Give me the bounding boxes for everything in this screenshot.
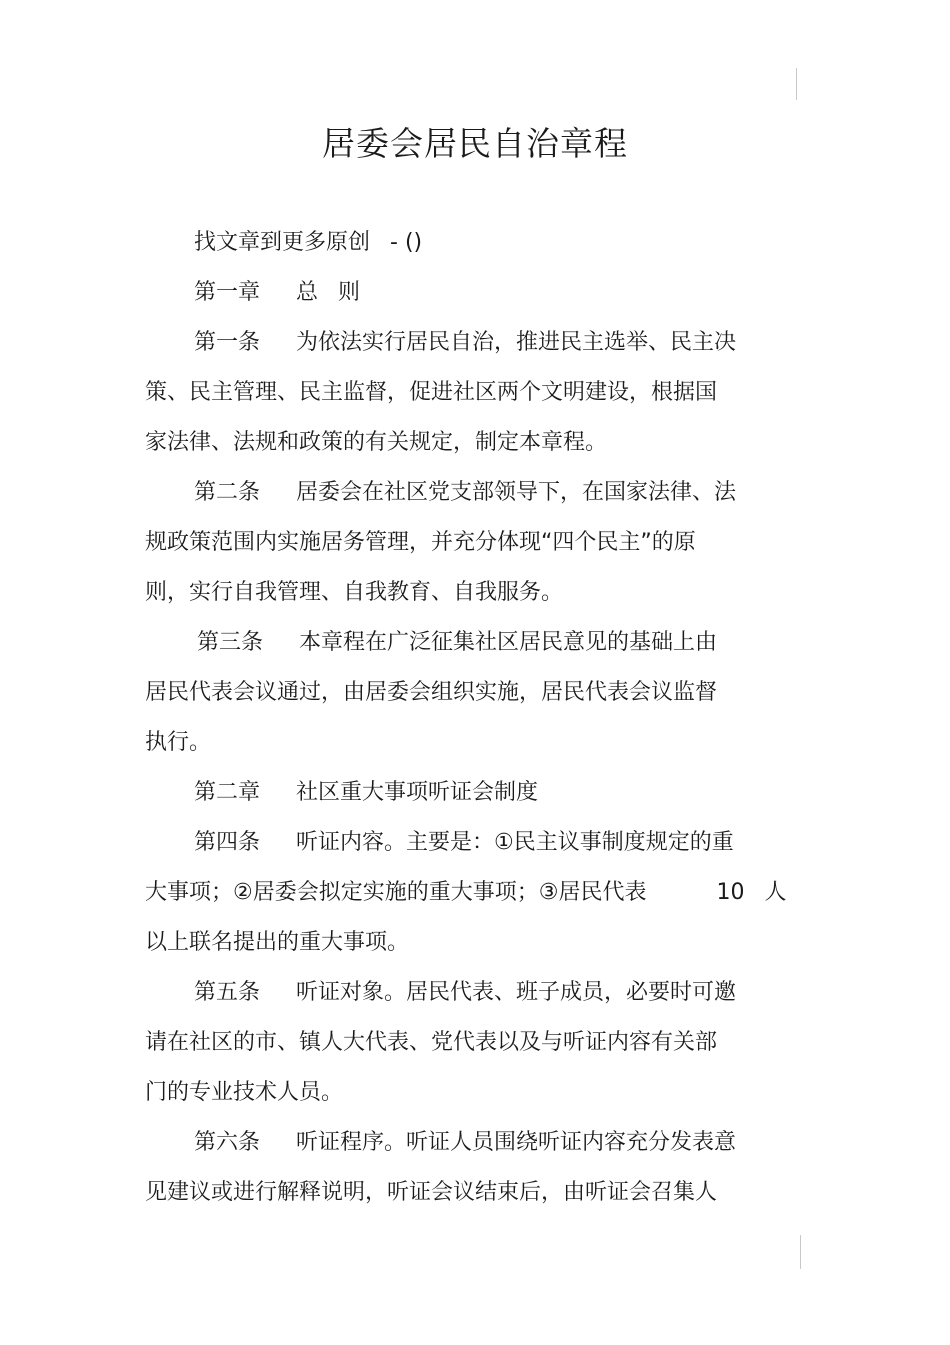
article3-text1: 本章程在广泛征集社区居民意见的基础上由 <box>299 630 718 655</box>
source-line <box>194 228 422 258</box>
article1-label: 第一条 <box>194 330 261 355</box>
article3-line1 <box>197 628 717 658</box>
article5-line3: 门的专业技术人员。 <box>145 1080 344 1105</box>
chapter2-heading <box>194 778 538 808</box>
article5-line2: 请在社区的市、镇人大代表、党代表以及与听证内容有关部 <box>145 1030 718 1055</box>
source-suffix: - () <box>390 230 423 255</box>
article4-unit: 人 <box>764 880 787 905</box>
page-corner-mark-bottom <box>800 1235 801 1269</box>
chapter1-name-part2: 则 <box>338 280 361 305</box>
article6-text1: 听证程序。听证人员围绕听证内容充分发表意 <box>296 1130 737 1155</box>
article1-text1: 为依法实行居民自治，推进民主选举、民主决 <box>296 330 737 355</box>
article4-number: 10 <box>716 880 745 905</box>
article2-line3: 则，实行自我管理、自我教育、自我服务。 <box>145 580 564 605</box>
chapter1-name-part1: 总 <box>296 280 319 305</box>
article4-text1: 听证内容。主要是：①民主议事制度规定的重 <box>296 830 734 855</box>
article5-label: 第五条 <box>194 980 261 1005</box>
article4-label: 第四条 <box>194 830 261 855</box>
article2-label: 第二条 <box>194 480 261 505</box>
article3-line3: 执行。 <box>145 730 212 755</box>
article6-label: 第六条 <box>194 1130 261 1155</box>
article5-line1 <box>194 978 736 1008</box>
article4-text2: 大事项；②居委会拟定实施的重大事项；③居民代表 <box>145 880 647 905</box>
page-corner-mark-top <box>796 68 797 100</box>
article2-line1 <box>194 478 736 508</box>
article6-line2: 见建议或进行解释说明，听证会议结束后，由听证会召集人 <box>145 1180 718 1205</box>
article2-text1: 居委会在社区党支部领导下，在国家法律、法 <box>296 480 737 505</box>
article4-line2 <box>145 878 786 908</box>
chapter2-number: 第二章 <box>194 780 261 805</box>
article3-label: 第三条 <box>197 630 264 655</box>
chapter1-heading <box>194 278 360 308</box>
chapter1-number: 第一章 <box>194 280 261 305</box>
chapter2-name: 社区重大事项听证会制度 <box>296 780 539 805</box>
article1-line3: 家法律、法规和政策的有关规定，制定本章程。 <box>145 430 608 455</box>
source-text: 找文章到更多原创 <box>194 230 371 255</box>
article5-text1: 听证对象。居民代表、班子成员，必要时可邀 <box>296 980 737 1005</box>
article6-line1 <box>194 1128 736 1158</box>
document-title: 居委会居民自治章程 <box>322 124 628 163</box>
article4-line1 <box>194 828 734 858</box>
article3-line2: 居民代表会议通过，由居委会组织实施，居民代表会议监督 <box>145 680 718 705</box>
article2-line2: 规政策范围内实施居务管理，并充分体现“四个民主”的原 <box>145 530 696 555</box>
article1-line2: 策、民主管理、民主监督，促进社区两个文明建设，根据国 <box>145 380 718 405</box>
article1-line1 <box>194 328 736 358</box>
article4-line3: 以上联名提出的重大事项。 <box>145 930 410 955</box>
